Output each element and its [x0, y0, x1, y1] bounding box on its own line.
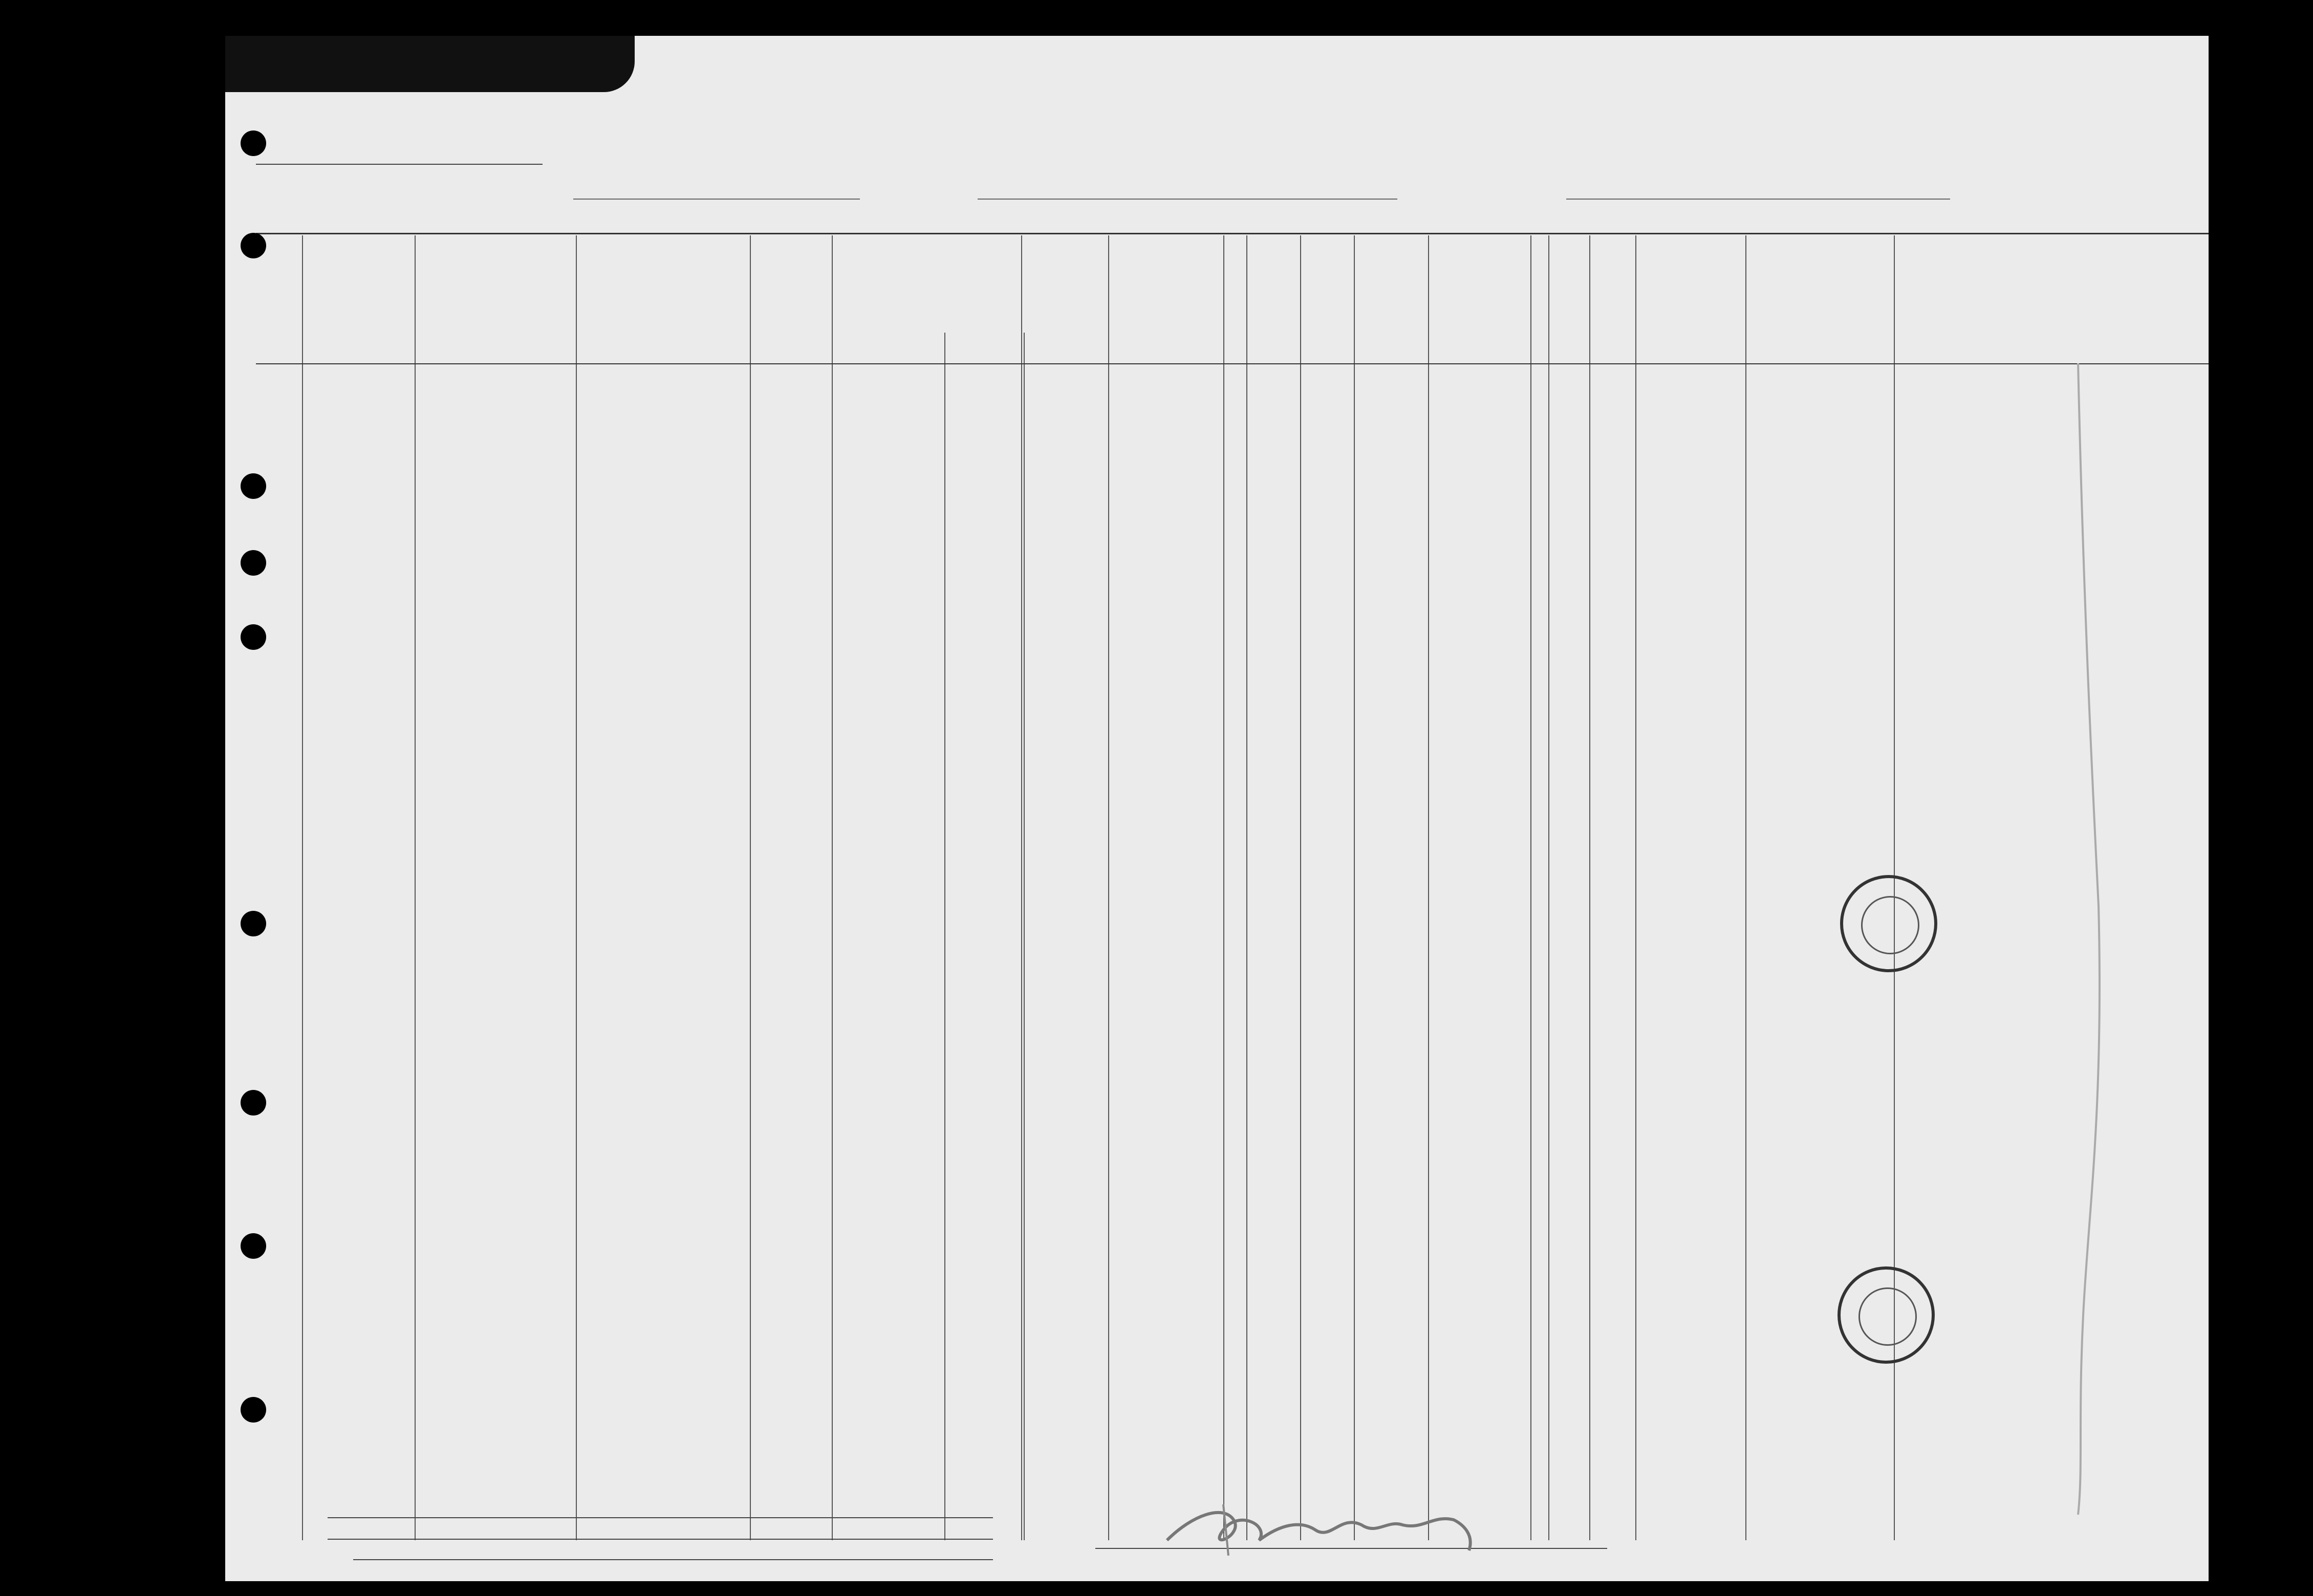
column-rule — [1548, 235, 1549, 1540]
manifest-sheet — [225, 36, 2209, 1581]
column-rule — [576, 235, 577, 1540]
binder-hole — [241, 130, 266, 156]
column-rule — [1246, 235, 1247, 1540]
column-rule — [1024, 333, 1025, 1540]
column-rule — [832, 235, 833, 1540]
binder-hole — [241, 911, 266, 936]
column-rule — [1108, 235, 1109, 1540]
binder-hole — [241, 1090, 266, 1116]
column-rule — [1300, 235, 1301, 1540]
footer-agents-rule — [353, 1559, 993, 1560]
arrival-underline — [978, 199, 1397, 200]
column-rule — [1021, 235, 1022, 1540]
binder-hole — [241, 473, 266, 499]
column-rule — [1428, 235, 1429, 1540]
inspector-signature-icon — [1147, 1494, 1536, 1561]
column-rule — [1745, 235, 1746, 1540]
binder-hole — [241, 1233, 266, 1259]
footer-line-rule — [328, 1517, 993, 1518]
column-rule — [1530, 235, 1531, 1540]
vessel-row — [225, 170, 2209, 206]
binder-hole — [241, 1397, 266, 1423]
binder-hole — [241, 233, 266, 258]
torn-corner — [225, 36, 635, 92]
remarks-pencil-line-icon — [2047, 343, 2129, 1520]
column-rule — [750, 235, 751, 1540]
header-bottom-rule — [256, 363, 2209, 364]
column-rule — [302, 235, 303, 1540]
prepared-underline — [256, 164, 543, 165]
column-rule — [1635, 235, 1636, 1540]
binder-hole — [241, 550, 266, 576]
port-underline — [1566, 199, 1950, 200]
column-rule — [944, 333, 945, 1540]
column-rule — [415, 235, 416, 1540]
consulate-seal-icon — [1840, 875, 1937, 972]
consulate-seal-icon — [1838, 1266, 1935, 1364]
column-rule — [1354, 235, 1355, 1540]
column-rule — [1589, 235, 1590, 1540]
binder-hole — [241, 624, 266, 650]
column-rule — [1223, 235, 1224, 1540]
vessel-underline — [573, 199, 860, 200]
table-top-rule — [256, 233, 2209, 234]
footer-owners-rule — [328, 1539, 993, 1540]
